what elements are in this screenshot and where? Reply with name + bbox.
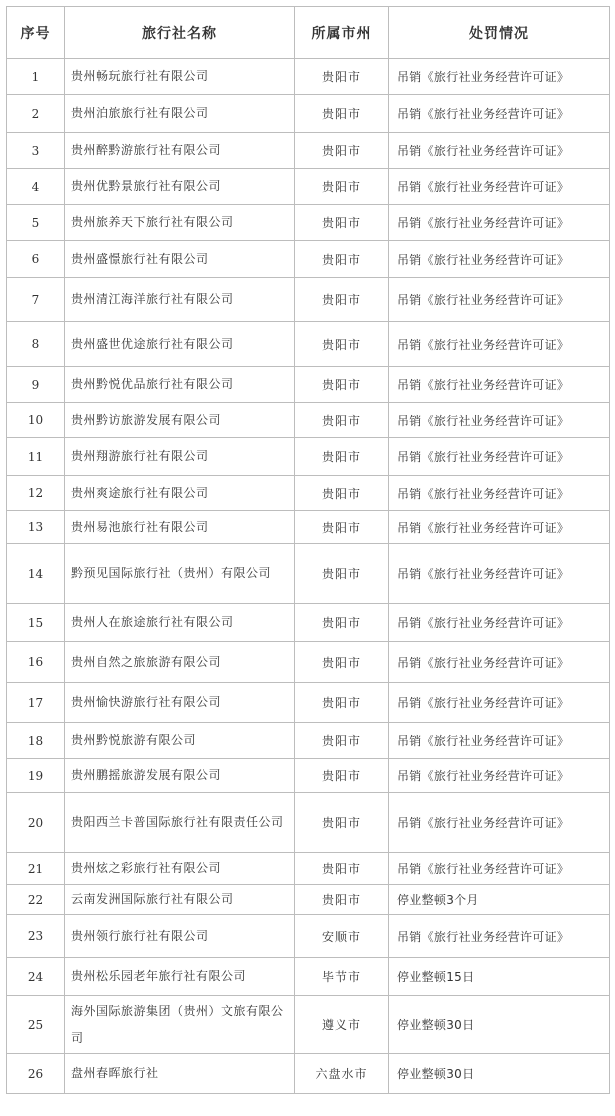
cell-agency-name: 贵州松乐园老年旅行社有限公司 [65,958,295,996]
cell-city: 贵阳市 [295,885,389,915]
table-row [7,511,610,544]
cell-no: 19 [7,759,65,793]
cell-no: 6 [7,241,65,278]
cell-agency-name: 贵州优黔景旅行社有限公司 [65,169,295,205]
cell-agency-name: 贵州易池旅行社有限公司 [65,511,295,544]
cell-agency-name: 贵州黔悦旅游有限公司 [65,723,295,759]
header-no: 序号 [7,7,65,59]
cell-no: 7 [7,278,65,322]
cell-city: 贵阳市 [295,403,389,438]
cell-city: 贵阳市 [295,322,389,367]
cell-no: 15 [7,604,65,642]
table-row [7,133,610,169]
cell-agency-name: 黔预见国际旅行社（贵州）有限公司 [65,544,295,604]
cell-city: 贵阳市 [295,278,389,322]
cell-city: 贵阳市 [295,683,389,723]
table-row [7,853,610,885]
cell-no: 20 [7,793,65,853]
cell-agency-name: 贵州清江海洋旅行社有限公司 [65,278,295,322]
cell-penalty: 吊销《旅行社业务经营许可证》 [389,915,610,958]
cell-penalty: 吊销《旅行社业务经营许可证》 [389,604,610,642]
cell-penalty: 吊销《旅行社业务经营许可证》 [389,438,610,476]
cell-city: 安顺市 [295,915,389,958]
cell-no: 18 [7,723,65,759]
cell-no: 3 [7,133,65,169]
cell-city: 贵阳市 [295,59,389,95]
cell-penalty: 吊销《旅行社业务经营许可证》 [389,759,610,793]
cell-penalty: 吊销《旅行社业务经营许可证》 [389,683,610,723]
cell-penalty: 停业整顿3个月 [389,885,610,915]
cell-penalty: 吊销《旅行社业务经营许可证》 [389,403,610,438]
cell-agency-name: 贵州翔游旅行社有限公司 [65,438,295,476]
cell-no: 11 [7,438,65,476]
cell-agency-name: 海外国际旅游集团（贵州）文旅有限公司 [65,996,295,1054]
cell-penalty: 吊销《旅行社业务经营许可证》 [389,278,610,322]
table-header [7,7,610,59]
cell-penalty: 吊销《旅行社业务经营许可证》 [389,853,610,885]
cell-penalty: 吊销《旅行社业务经营许可证》 [389,723,610,759]
cell-no: 13 [7,511,65,544]
cell-agency-name: 贵州人在旅途旅行社有限公司 [65,604,295,642]
table-row [7,59,610,95]
table-row [7,544,610,604]
cell-city: 贵阳市 [295,476,389,511]
header-row [7,7,610,59]
cell-agency-name: 贵州自然之旅旅游有限公司 [65,642,295,683]
cell-agency-name: 贵州炫之彩旅行社有限公司 [65,853,295,885]
cell-no: 14 [7,544,65,604]
table-row [7,322,610,367]
table-row [7,205,610,241]
cell-agency-name: 贵州盛憬旅行社有限公司 [65,241,295,278]
cell-no: 23 [7,915,65,958]
cell-penalty: 吊销《旅行社业务经营许可证》 [389,511,610,544]
cell-no: 25 [7,996,65,1054]
cell-penalty: 停业整顿15日 [389,958,610,996]
cell-city: 贵阳市 [295,241,389,278]
cell-no: 26 [7,1054,65,1094]
cell-no: 9 [7,367,65,403]
cell-penalty: 吊销《旅行社业务经营许可证》 [389,95,610,133]
table-row [7,723,610,759]
cell-no: 21 [7,853,65,885]
cell-city: 贵阳市 [295,853,389,885]
cell-penalty: 吊销《旅行社业务经营许可证》 [389,322,610,367]
cell-agency-name: 贵州黔悦优品旅行社有限公司 [65,367,295,403]
cell-no: 10 [7,403,65,438]
cell-agency-name: 贵州泊旅旅行社有限公司 [65,95,295,133]
cell-agency-name: 贵州领行旅行社有限公司 [65,915,295,958]
cell-penalty: 吊销《旅行社业务经营许可证》 [389,133,610,169]
table-row [7,642,610,683]
cell-penalty: 吊销《旅行社业务经营许可证》 [389,241,610,278]
cell-agency-name: 贵州爽途旅行社有限公司 [65,476,295,511]
cell-city: 贵阳市 [295,95,389,133]
table-row [7,793,610,853]
cell-penalty: 吊销《旅行社业务经营许可证》 [389,476,610,511]
cell-agency-name: 贵阳西兰卡普国际旅行社有限责任公司 [65,793,295,853]
cell-no: 12 [7,476,65,511]
header-name: 旅行社名称 [65,7,295,59]
cell-no: 2 [7,95,65,133]
cell-penalty: 吊销《旅行社业务经营许可证》 [389,169,610,205]
table-row [7,885,610,915]
cell-city: 贵阳市 [295,169,389,205]
table-body [7,59,610,1094]
table-row [7,1054,610,1094]
cell-penalty: 吊销《旅行社业务经营许可证》 [389,544,610,604]
cell-penalty: 停业整顿30日 [389,1054,610,1094]
table-row [7,438,610,476]
table-row [7,367,610,403]
cell-penalty: 吊销《旅行社业务经营许可证》 [389,367,610,403]
cell-agency-name: 贵州黔访旅游发展有限公司 [65,403,295,438]
cell-city: 贵阳市 [295,205,389,241]
table-row [7,683,610,723]
cell-penalty: 吊销《旅行社业务经营许可证》 [389,59,610,95]
table-row [7,476,610,511]
cell-agency-name: 贵州愉快游旅行社有限公司 [65,683,295,723]
table-row [7,241,610,278]
table-row [7,604,610,642]
cell-agency-name: 贵州畅玩旅行社有限公司 [65,59,295,95]
cell-agency-name: 贵州醉黔游旅行社有限公司 [65,133,295,169]
cell-city: 贵阳市 [295,511,389,544]
cell-city: 贵阳市 [295,438,389,476]
cell-agency-name: 盘州春晖旅行社 [65,1054,295,1094]
cell-no: 22 [7,885,65,915]
table-row [7,958,610,996]
table-row [7,403,610,438]
header-penalty: 处罚情况 [389,7,610,59]
cell-city: 贵阳市 [295,604,389,642]
cell-penalty: 吊销《旅行社业务经营许可证》 [389,205,610,241]
cell-no: 8 [7,322,65,367]
cell-no: 1 [7,59,65,95]
cell-city: 贵阳市 [295,723,389,759]
cell-city: 贵阳市 [295,133,389,169]
cell-agency-name: 云南发洲国际旅行社有限公司 [65,885,295,915]
penalty-table [6,6,610,1094]
cell-city: 贵阳市 [295,759,389,793]
table-row [7,95,610,133]
cell-no: 5 [7,205,65,241]
cell-city: 贵阳市 [295,544,389,604]
cell-agency-name: 贵州旅养天下旅行社有限公司 [65,205,295,241]
cell-agency-name: 贵州盛世优途旅行社有限公司 [65,322,295,367]
cell-no: 24 [7,958,65,996]
table-row [7,169,610,205]
cell-city: 贵阳市 [295,367,389,403]
cell-no: 4 [7,169,65,205]
cell-city: 贵阳市 [295,642,389,683]
cell-city: 贵阳市 [295,793,389,853]
cell-penalty: 停业整顿30日 [389,996,610,1054]
table-row [7,915,610,958]
table-row [7,278,610,322]
cell-no: 17 [7,683,65,723]
cell-city: 遵义市 [295,996,389,1054]
cell-city: 六盘水市 [295,1054,389,1094]
table-row [7,759,610,793]
cell-penalty: 吊销《旅行社业务经营许可证》 [389,642,610,683]
cell-city: 毕节市 [295,958,389,996]
table-row [7,996,610,1054]
cell-penalty: 吊销《旅行社业务经营许可证》 [389,793,610,853]
header-city: 所属市州 [295,7,389,59]
cell-agency-name: 贵州鹏摇旅游发展有限公司 [65,759,295,793]
cell-no: 16 [7,642,65,683]
